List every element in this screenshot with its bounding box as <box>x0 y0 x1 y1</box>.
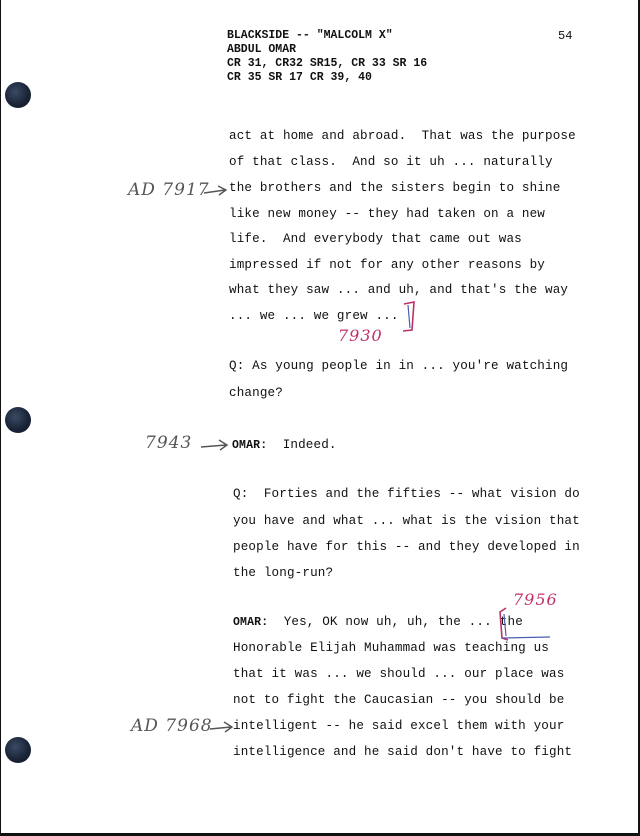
binder-hole-top <box>5 82 31 108</box>
answer-line <box>232 438 337 452</box>
body-line: act at home and abroad. That was the purpose <box>229 129 576 143</box>
page-edge-left <box>0 0 1 836</box>
handwritten-note: 7930 <box>338 326 383 345</box>
body-line: the brothers and the sisters begin to shine <box>229 181 561 195</box>
handwritten-note: AD 7968 <box>131 716 213 736</box>
body-line: impressed if not for any other reasons by <box>229 258 546 272</box>
arrow-icon <box>203 184 229 200</box>
speaker-label: OMAR: <box>232 439 268 452</box>
speaker-label: OMAR: <box>233 616 269 629</box>
question-line: Q: As young people in in ... you're watching <box>229 359 569 373</box>
answer-line: intelligent -- he said excel them with your <box>233 719 565 733</box>
arrow-icon <box>209 720 235 736</box>
page-number: 54 <box>558 29 573 43</box>
binder-hole-bottom <box>5 737 31 763</box>
question-line: the long-run? <box>233 566 334 580</box>
answer-line: not to fight the Caucasian -- you should be <box>233 693 565 707</box>
handwritten-note: AD 7917 <box>128 180 210 200</box>
arrow-icon <box>200 438 230 454</box>
header-title: BLACKSIDE -- "MALCOLM X" <box>227 29 393 42</box>
answer-text: Indeed. <box>282 438 337 452</box>
answer-line: intelligence and he said don't have to fight <box>233 745 573 759</box>
body-line: what they saw ... and uh, and that's the way <box>229 283 569 297</box>
document-header <box>227 29 427 85</box>
handwritten-note: 7956 <box>513 590 558 609</box>
header-rolls-1: CR 31, CR32 SR15, CR 33 SR 16 <box>227 57 428 70</box>
question-line: people have for this -- and they developed in <box>233 540 580 554</box>
answer-text-marked: the <box>499 615 523 629</box>
answer-line: Honorable Elijah Muhammad was teaching us <box>233 641 550 655</box>
question-line: change? <box>229 386 283 400</box>
body-line: ... we ... we grew ... <box>229 309 399 323</box>
answer-text: Yes, OK now uh, uh, the ... <box>283 615 492 629</box>
body-line: of that class. And so it uh ... naturally <box>229 155 553 169</box>
binder-hole-middle <box>5 407 31 433</box>
header-subject: ABDUL OMAR <box>227 43 297 56</box>
answer-line <box>233 615 523 629</box>
question-line: you have and what ... what is the vision that <box>233 514 580 528</box>
handwritten-note: 7943 <box>145 433 193 453</box>
header-rolls-2: CR 35 SR 17 CR 39, 40 <box>227 71 372 84</box>
bracket-mark <box>496 604 556 642</box>
answer-line: that it was ... we should ... our place was <box>233 667 565 681</box>
bracket-mark <box>400 300 422 336</box>
question-line: Q: Forties and the fifties -- what vision do <box>233 487 580 501</box>
body-line: life. And everybody that came out was <box>229 232 522 246</box>
body-line: like new money -- they had taken on a new <box>229 207 546 221</box>
